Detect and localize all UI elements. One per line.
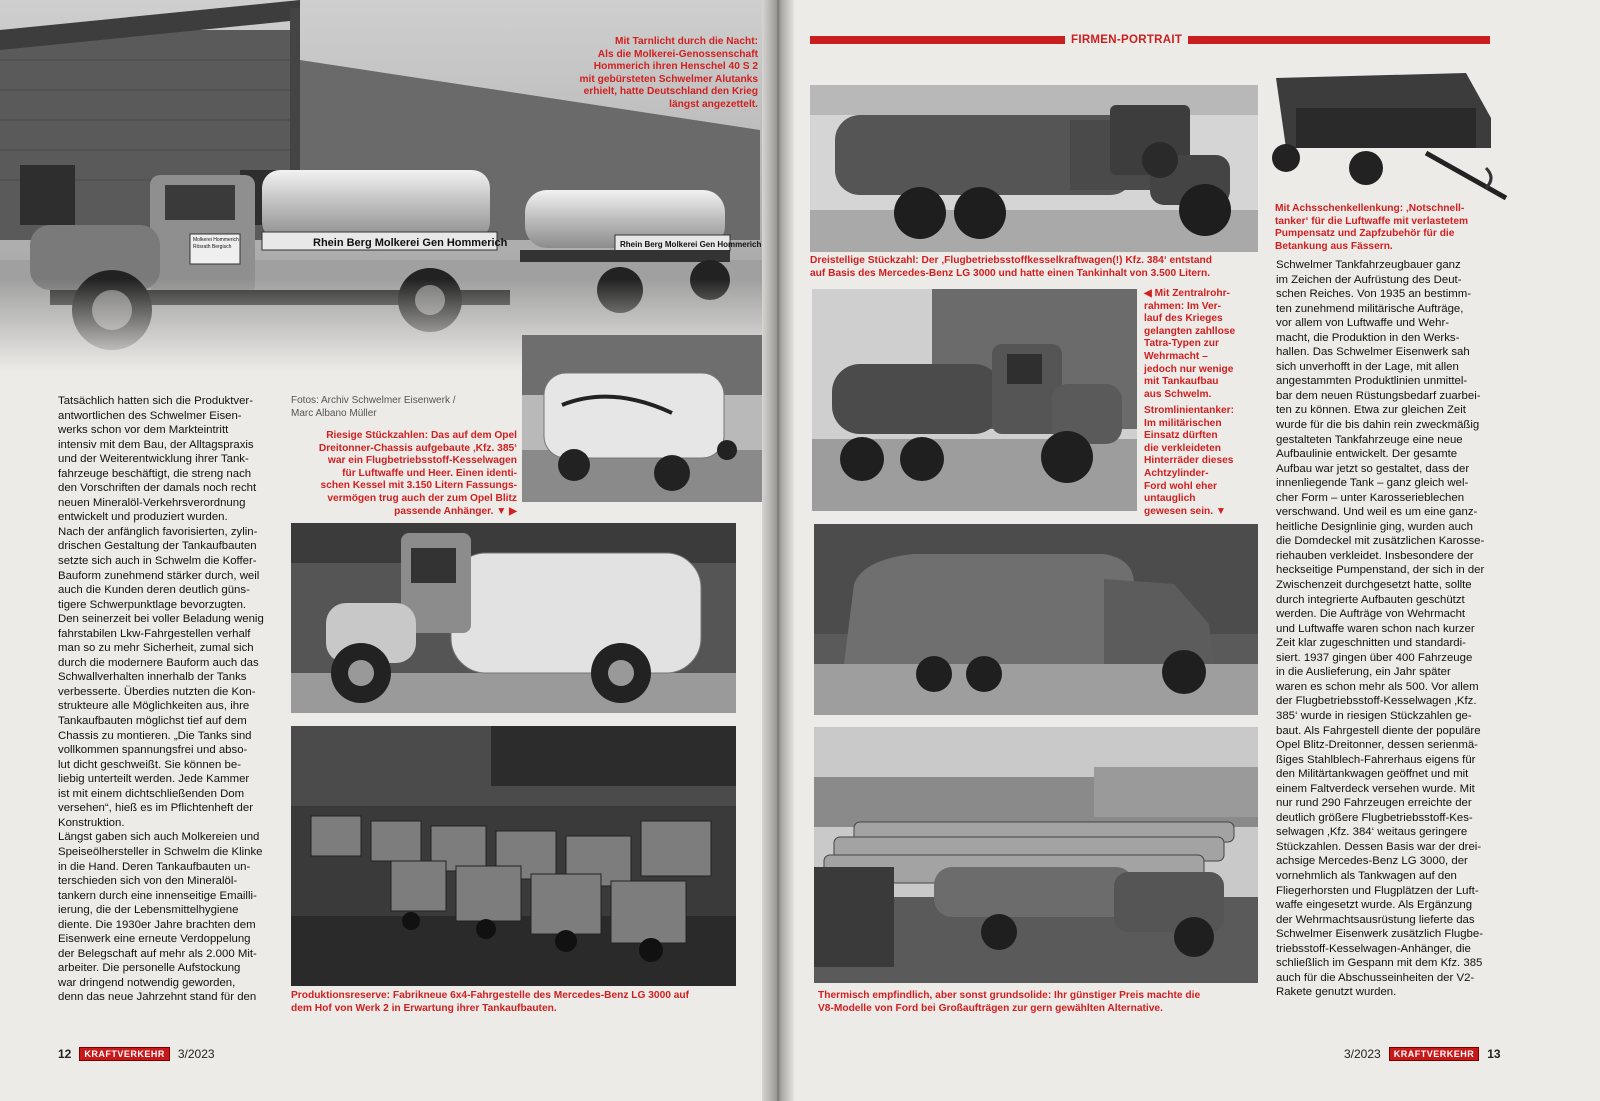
photo-notschnelltanker-trailer: [1266, 68, 1516, 200]
page-number-left: 12: [58, 1047, 72, 1061]
folio-right: [1344, 1047, 1501, 1061]
issue-right: 3/2023: [1344, 1047, 1381, 1061]
trailer-sign-text: Rhein Berg Molkerei Gen Hommerich: [620, 240, 762, 249]
photo-opel-trailer: [522, 335, 762, 502]
left-page: [0, 0, 778, 1101]
section-rubric: [810, 33, 1490, 47]
body-paragraphs-right: Schwelmer Tankfahrzeugbauer ganz im Zeichen der Aufrüstung des Deut- schen Reiches. Von 1935 an bestimm- ten zunehmend militärische Aufträge, vor allem von Luftwaffe und Wehr- macht, die Produktion in den Werks- hallen. Das Schwelmer Eisenwerk sah sich unverhofft in der Lage, mit allen angestammten Produktlinien unmittel- bar dem neuen Rüstungsbedarf zuarbei- ten zu können. Etwa zur gleichen Zeit wurde für die bis dahin rein zweckmäßig gestalteten Tankfahrzeuge eine neue Aufbaulinie entwickelt. Der gesamte Aufbau war jetzt so gestaltet, dass der innenliegende Tank – ganz gleich wel- cher Form – unter Karosserieblechen verschwand. Und weil es um eine ganz- heitliche Designlinie ging, wurden auch die Domdeckel mit zusätzlichen Karosse- riehauben verkleidet. Insbesondere der heckseitige Pumpenstand, der sich in der Zwischenzeit durchgesetzt hatte, sollte durch integrierte Aufbauten geschützt werden. Die Aufträge von Wehrmacht und Luftwaffe waren schon nach kurzer Zeit klar zugeschnitten und standardi- siert. 1937 gingen über 400 Fahrzeuge in die Auslieferung, ein Jahr später waren es schon mehr als 500. Vor allem der Flugbetriebsstoff-Kesselwagen ‚Kfz. 385‘ wurde in riesigen Stückzahlen ge- baut. Als Fahrgestell diente der populäre Opel Blitz-Dreitonner, dessen serienmä- ßiges Stahlblech-Fahrerhaus eigens für den Militärtankwagen geöffnet und mit einem Faltverdeck versehen wurde. Mit nur rund 290 Fahrzeugen erreichte der deutlich größere Flugbetriebsstoff-Kes- selwagen ‚Kfz. 384‘ weitaus geringere Stückzahlen. Dessen Basis war der drei- achsige Mercedes-Benz LG 3000, der vornehmlich als Tankwagen auf den Fliegerhorsten und Flugplätzen der Luft- waffe eingesetzt wurde. Als Ergänzung der Wehrmachtsausrüstung lieferte das Schwelmer Eisenwerk zusätzlich Flugbe- triebsstoff-Kesselwagen-Anhänger, die schließlich im Gespann mit dem Kfz. 385 auch für die Abschusseinheiten der V2- Rakete genutzt wurden.: [1276, 259, 1485, 999]
folio-left: [58, 1047, 215, 1061]
issue-left: 3/2023: [177, 1047, 215, 1061]
caption-production-reserve: Produktionsreserve: Fabrikneue 6x4-Fahrgestelle des Mercedes-Benz LG 3000 auf dem Hof von Werk 2 in Erwartung ihrer Tankaufbauten.: [291, 990, 690, 1014]
page-number-right: 13: [1487, 1047, 1501, 1061]
caption-lg3000: Dreistellige Stückzahl: Der ‚Flugbetriebsstoffkesselkraftwagen(!) Kfz. 384‘ entstand auf Basis des Mercedes-Benz LG 3000 und hatte einen Tankinhalt von 3.500 Litern.: [810, 255, 1212, 279]
truck-sign-text: Rhein Berg Molkerei Gen Hommerich: [313, 237, 508, 249]
spine-gutter: [762, 0, 794, 1101]
photo-ford-v8-fleet: [814, 727, 1258, 983]
right-page: [778, 0, 1600, 1101]
door-sign-text: Molkerei Hommerich Rösrath Bergisch: [193, 237, 239, 250]
caption-tatra: ◀ Mit Zentralrohr- rahmen: Im Ver- lauf des Krieges gelangten zahllose Tatra-Typen zur Wehrmacht – jedoch nur wenige mit Tankaufbau aus Schwelm.: [1144, 288, 1236, 400]
caption-notschnelltanker: Mit Achsschenkellenkung: ‚Notschnell- tanker‘ für die Luftwaffe mit verlastetem Pumpensatz und Zapfzubehör für die Betankung aus Fässern.: [1275, 203, 1469, 252]
brand-logo-left: KRAFTVERKEHR: [79, 1047, 170, 1061]
photo-opel-blitz-tanker: [291, 523, 736, 713]
hero-caption: Mit Tarnlicht durch die Nacht: Als die Molkerei-Genossenschaft Hommerich ihren Henschel 40 S 2 mit gebürsteten Schwelmer Alutanks erhielt, hatte Deutschland den Krieg längst angezettelt.: [579, 36, 758, 110]
rubric-bar-right: [1188, 36, 1490, 44]
brand-logo-right: KRAFTVERKEHR: [1389, 1047, 1480, 1061]
photo-tatra-tanker: [812, 289, 1137, 511]
photo-credit: Fotos: Archiv Schwelmer Eisenwerk / Marc Albano Müller: [291, 395, 456, 419]
body-text-left: [58, 394, 276, 1005]
body-paragraphs-left: Tatsächlich hatten sich die Produktver- antwortlichen des Schwelmer Eisen- werks schon vor dem Markteintritt intensiv mit dem Bau, der Alltagspraxis und der Weiterentwicklung ihrer Tank- fahrzeuge beschäftigt, die streng nach den Vorschriften der damals noch recht neuen Mineralöl-Verkehrsverordnung entwickelt und produziert wurden. Nach der anfänglich favorisierten, zylin- drischen Gestaltung der Tankaufbauten setzte sich auch in Schwelm die Koffer- Bauform zunehmend stärker durch, weil auch die Kunden deren deutlich güns- tigere Schwerpunktlage bevorzugten. Den seinerzeit bei voller Beladung wenig fahrstabilen Lkw-Fahrgestellen verhalf man so zu mehr Sicherheit, zumal sich durch die modernere Bauform auch das Schwallverhalten innerhalb der Tanks verbesserte. Überdies nutzten die Kon- strukteure alle Möglichkeiten aus, ihre Tankaufbauten möglichst tief auf dem Chassis zu montieren. „Die Tanks sind vollkommen spannungsfrei und abso- lut dicht geschweißt. Sie können be- liebig unterteilt werden. Jede Kammer ist mit einem dichtschließenden Dom versehen“, hieß es im Pflichtenheft der Konstruktion. Längst gaben sich auch Molkereien und Speiseölhersteller in Schwelm die Klinke in die Hand. Deren Tankaufbauten un- terschieden sich von den Mineralöl- tankern durch eine innenseitige Emailli- ierung, die der Lebensmittelhygiene diente. Die 1930er Jahre brachten dem Eisenwerk eine erneute Verdoppelung der Belegschaft auf mehr als 2.000 Mit- arbeiter. Die personelle Aufstockung war dringend notwendig geworden, denn das neue Jahrzehnt stand für den: [58, 395, 264, 1004]
caption-ford-v8: Thermisch empfindlich, aber sonst grundsolide: Ihr günstiger Preis machte die V8-Modelle von Ford bei Großaufträgen zur gern gewählten Alternative.: [818, 990, 1201, 1014]
photo-production-reserve: [291, 726, 736, 986]
photo-streamlined-ford-tanker: [814, 524, 1258, 715]
caption-stromlinientanker: Stromlinientanker: Im militärischen Einsatz dürften die verkleideten Hinterräder dieses Achtzylinder- Ford wohl eher untauglich gewesen sein. ▼: [1144, 405, 1235, 517]
photo-mercedes-lg3000-kfz384: [810, 85, 1258, 252]
body-text-right: [1276, 258, 1516, 1000]
rubric-bar-left: [810, 36, 1065, 44]
rubric-label: FIRMEN-PORTRAIT: [1071, 34, 1183, 46]
caption-opel-kfz385: Riesige Stückzahlen: Das auf dem Opel Dreitonner-Chassis aufgebaute ‚Kfz. 385‘ war ein Flugbetriebsstoff-Kesselwagen für Luftwaffe und Heer. Einen identi- schen Kessel mit 3.150 Litern Fassungs- vermögen trug auch der zum Opel Blitz passende Anhänger. ▼ ▶: [318, 430, 517, 517]
